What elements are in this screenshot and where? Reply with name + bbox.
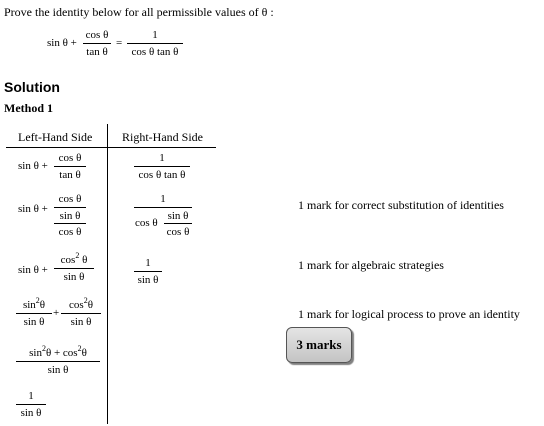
lhs-row5-num-var-b: θ [81, 347, 87, 359]
rhs-row3-numerator: 1 [145, 257, 151, 269]
lhs-row4-fraction-a [16, 296, 52, 329]
lhs-row3-num-var: θ [82, 254, 88, 266]
lhs-row2-inner-denominator: cos θ [58, 226, 82, 238]
lhs-row1-numerator: cos θ [58, 152, 82, 164]
identity-lhs-fraction [83, 29, 111, 59]
table-header-rule [6, 147, 216, 148]
lhs-row6-numerator: 1 [28, 390, 34, 402]
lhs-row4-a-func: sin [22, 299, 36, 311]
solution-heading: Solution [4, 79, 60, 95]
lhs-row5-denominator: sin θ [47, 364, 69, 376]
lhs-row2-numerator: cos θ [58, 193, 82, 205]
identity-rhs-numerator: 1 [152, 29, 158, 41]
lhs-row3-num-func: cos [60, 254, 76, 266]
lhs-row6-denominator: sin θ [20, 407, 42, 419]
mark-note-algebraic: 1 mark for algebraic strategies [298, 258, 444, 272]
rhs-row3-fraction [134, 257, 162, 287]
identity-lhs-denominator: tan θ [86, 46, 108, 58]
lhs-row4-a-var: θ [39, 299, 46, 311]
lhs-row2-inner-numerator: sin θ [59, 210, 81, 222]
lhs-row4-a-denominator: sin θ [23, 316, 45, 328]
identity-rhs-denominator: cos θ tan θ [131, 46, 179, 58]
rhs-row1-numerator: 1 [159, 152, 165, 164]
lhs-row4-plus: + [53, 307, 60, 319]
lhs-row2-fraction [54, 193, 86, 239]
rhs-row1-denominator: cos θ tan θ [138, 169, 186, 181]
rhs-row3-denominator: sin θ [137, 274, 159, 286]
lhs-row3-num-exponent: 2 [75, 251, 80, 260]
identity-lhs-numerator: cos θ [85, 29, 109, 41]
prompt-text: Prove the identity below for all permissible values of θ : [4, 5, 274, 19]
lhs-column-header: Left-Hand Side [18, 130, 93, 144]
rhs-row2-den-prefix: cos θ [135, 217, 158, 229]
identity-equals: = [116, 37, 123, 49]
rhs-row2-inner-numerator: sin θ [167, 210, 189, 222]
lhs-row1-prefix: sin θ + [18, 160, 48, 172]
lhs-row5-fraction [16, 344, 100, 377]
lhs-row3-fraction [54, 251, 94, 284]
identity-lhs-prefix: sin θ + [47, 37, 77, 49]
lhs-row3-numerator [54, 251, 94, 267]
lhs-row1-denominator: tan θ [59, 169, 81, 181]
mark-note-logical: 1 mark for logical process to prove an identity [298, 307, 520, 321]
rhs-column-header: Right-Hand Side [122, 130, 203, 144]
lhs-row4-a-exponent: 2 [35, 296, 40, 305]
method-heading: Method 1 [4, 101, 53, 115]
lhs-row4-b-exponent: 2 [83, 296, 88, 305]
lhs-row4-a-numerator [16, 296, 52, 312]
lhs-row2-prefix: sin θ + [18, 203, 48, 215]
table-column-divider [107, 124, 108, 424]
rhs-row2-fraction [134, 193, 192, 240]
total-marks-button[interactable]: 3 marks [286, 327, 352, 363]
lhs-row4-b-var: θ [87, 299, 93, 311]
mark-note-substitution: 1 mark for correct substitution of identities [298, 198, 504, 212]
lhs-row3-prefix: sin θ + [18, 264, 48, 276]
lhs-row4-b-denominator: sin θ [70, 316, 92, 328]
lhs-row4-fraction-b [61, 296, 101, 329]
lhs-row3-denominator: sin θ [63, 271, 85, 283]
rhs-row2-inner-denominator: cos θ [166, 226, 190, 238]
lhs-row6-fraction [16, 390, 46, 420]
lhs-row5-numerator [16, 344, 100, 360]
lhs-row4-b-numerator [61, 296, 101, 312]
rhs-row1-fraction [134, 152, 190, 182]
lhs-row5-num-func-a: sin [29, 347, 42, 359]
lhs-row5-num-mid: θ + cos [45, 347, 78, 359]
lhs-row5-num-exp-a: 2 [41, 344, 46, 353]
lhs-row1-fraction [54, 152, 86, 182]
identity-rhs-fraction [127, 29, 183, 59]
lhs-row4-b-func: cos [69, 299, 84, 311]
lhs-row5-num-exp-b: 2 [77, 344, 82, 353]
rhs-row2-numerator: 1 [160, 193, 166, 205]
